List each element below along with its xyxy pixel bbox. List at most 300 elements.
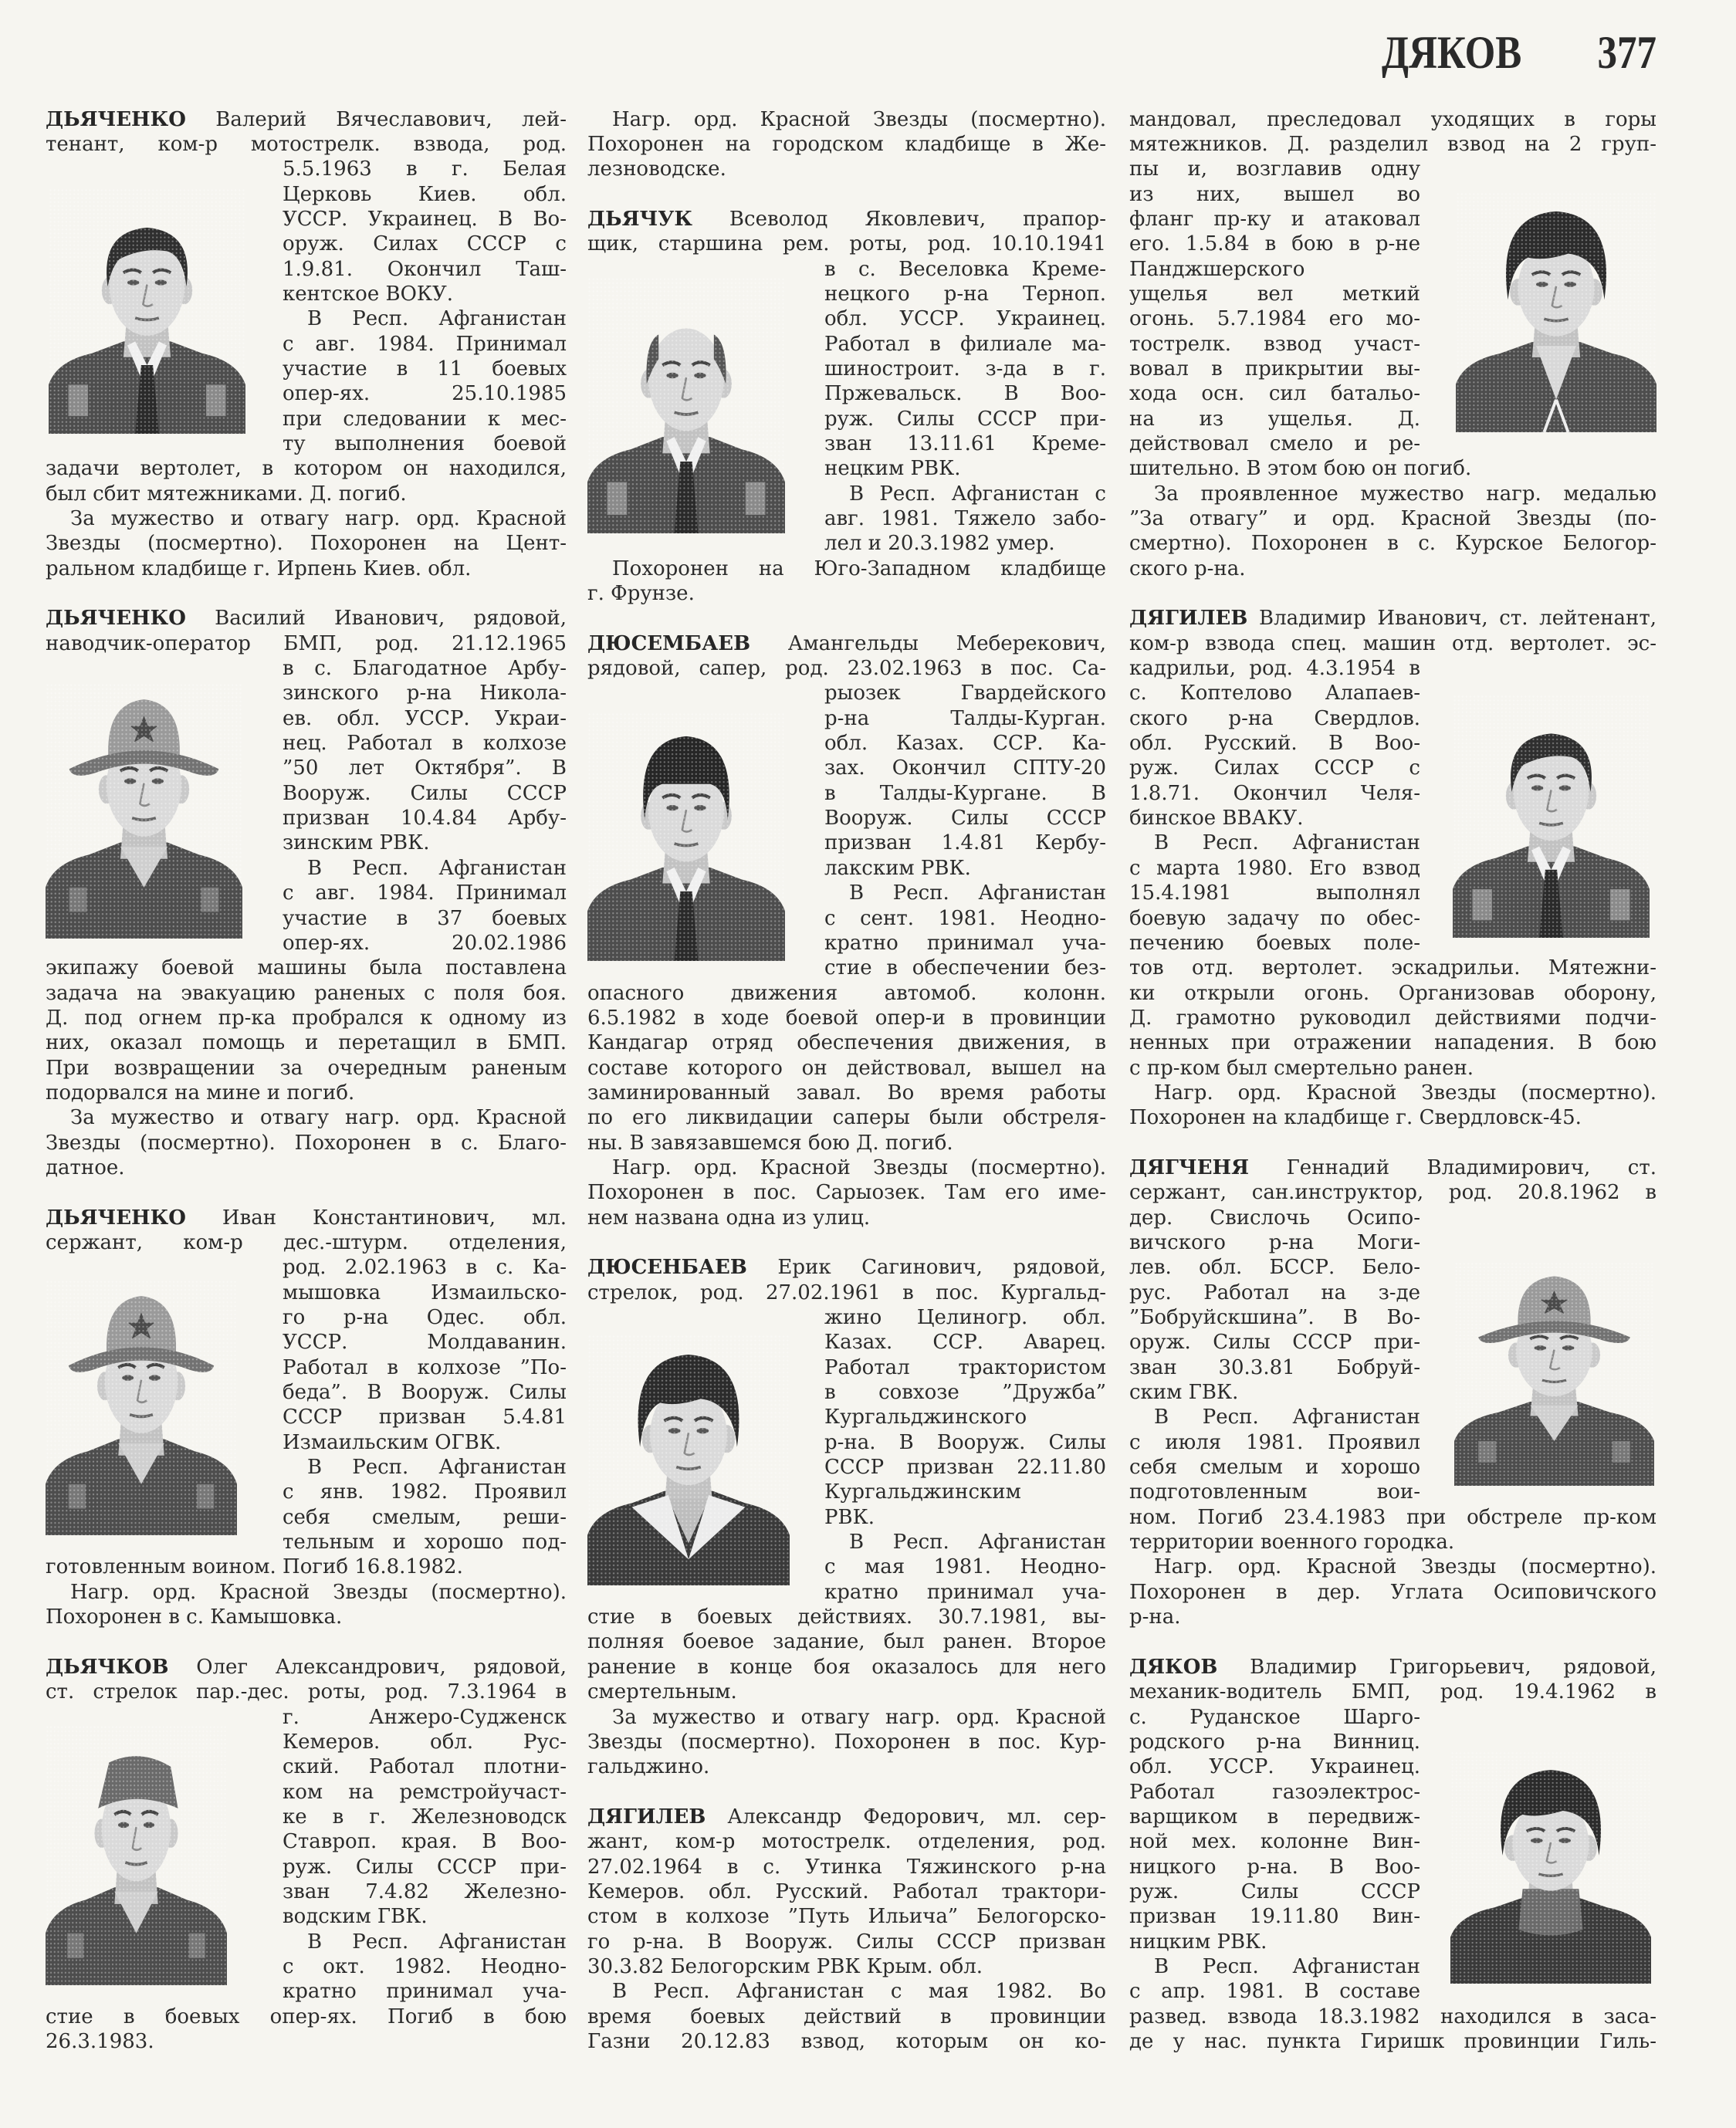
line-text: них, оказал помощь и перетащил в БМП. [46, 1031, 567, 1055]
entry-surname: ДЬЯЧЕНКО [46, 607, 186, 631]
line-text: бинское ВВАКУ. [1129, 807, 1304, 831]
text-line [587, 132, 1106, 157]
line-text: рыозек Гвардейского [824, 682, 1106, 705]
line-text: из них, вышел во [1129, 182, 1420, 206]
line-text: ны. В завязавшемся бою Д. погиб. [587, 1131, 953, 1155]
line-text: подорвался на мине и погиб. [46, 1081, 355, 1105]
text-line [283, 407, 567, 431]
text-line [1129, 482, 1656, 506]
line-text: огонь. 5.7.1984 его мо- [1129, 307, 1420, 331]
biography-entry [587, 1255, 1106, 1779]
text-line [1129, 431, 1420, 456]
text-line [1129, 282, 1420, 306]
line-text: вичского р-на Моги- [1129, 1230, 1420, 1254]
paragraph [587, 107, 1106, 182]
text-line [1129, 506, 1656, 531]
line-text: Всеволод Яковлевич, прапор- [729, 207, 1106, 231]
entry-surname: ДЯГЧЕНЯ [1129, 1155, 1250, 1179]
text-line [824, 431, 1106, 456]
line-text: Похоронен в пос. Сарыозек. Там его име- [587, 1181, 1106, 1205]
text-line [1129, 1330, 1420, 1355]
line-text: пы и, возглавив одну [1129, 157, 1420, 181]
line-text: зинского р-на Никола- [283, 682, 567, 705]
text-line [587, 1030, 1106, 1055]
line-text: Похоронен на кладбище г. Свердловск-45. [1129, 1106, 1582, 1130]
line-text: смертно). Похоронен в с. Курское Белогор- [1129, 532, 1656, 556]
line-text: обл. УССР. Украинец. [1129, 1755, 1420, 1779]
portrait-photo [587, 712, 785, 961]
text-line [824, 1505, 1106, 1530]
text-line [587, 1105, 1106, 1130]
line-text: в с. Веселовка Креме- [824, 257, 1106, 281]
text-line [283, 1930, 567, 1954]
page-number: 377 [1597, 27, 1656, 78]
paragraph [46, 506, 567, 581]
line-text: стрелок, род. 27.02.1961 в пос. Кургальд- [587, 1281, 1106, 1304]
line-text: тельным и хорошо под- [283, 1531, 567, 1555]
text-line [283, 1829, 567, 1854]
text-line [824, 1355, 1106, 1380]
line-text: Кургальджинского [824, 1406, 1027, 1429]
text-line [1129, 456, 1656, 481]
line-text: лакским РВК. [824, 856, 971, 880]
text-line [1129, 1230, 1420, 1255]
line-text: опер-ях. 20.02.1986 [283, 931, 567, 955]
portrait-photo [46, 1280, 237, 1535]
paragraph [46, 1105, 567, 1180]
text-line [1129, 681, 1420, 705]
text-line [1129, 1979, 1420, 2004]
text-line [1129, 1904, 1420, 1929]
text-line [1129, 831, 1420, 855]
line-text: стие в обеспечении без- [824, 956, 1106, 980]
line-text: механик-водитель БМП, род. 19.4.1962 в [1129, 1680, 1656, 1704]
text-line [824, 506, 1106, 531]
line-text: задача на эвакуацию раненых с поля боя. [46, 981, 567, 1005]
text-line [824, 781, 1106, 806]
text-line [1129, 1155, 1656, 1180]
line-text: задачи вертолет, в котором он находился, [46, 457, 567, 481]
line-text: нецкого р-на Терноп. [824, 282, 1106, 306]
line-text: ским ГВК. [1129, 1381, 1239, 1405]
text-line [1129, 1780, 1420, 1805]
text-line [587, 1155, 1106, 1180]
line-text: с окт. 1982. Неодно- [283, 1954, 567, 1978]
text-line [824, 706, 1106, 731]
line-text: ком на ремстройучаст- [283, 1780, 567, 1804]
text-line [587, 2029, 1106, 2054]
line-text: Кургальджинским [824, 1480, 1021, 1504]
line-text: с. Руданское Шарго- [1129, 1705, 1420, 1729]
line-text: р-на Талды-Курган. [824, 706, 1106, 730]
text-line [283, 1305, 567, 1330]
line-text: зван 13.11.61 Креме- [824, 431, 1106, 455]
line-text: на из ущелья. Д. [1129, 407, 1420, 431]
text-line [46, 1105, 567, 1130]
line-text: с. Коптелово Алапаев- [1129, 682, 1420, 705]
text-line [824, 1305, 1106, 1330]
line-text: кратно принимал уча- [824, 1580, 1106, 1604]
line-text: При возвращении за очередным раненым [46, 1056, 567, 1080]
biography-entry [46, 1655, 567, 2055]
text-line [824, 731, 1106, 756]
line-text: себя смелым и хорошо [1129, 1456, 1420, 1480]
line-text: призван 19.11.80 Вин- [1129, 1905, 1420, 1929]
text-line [283, 1355, 567, 1380]
line-text: руж. Силы СССР [1129, 1879, 1420, 1903]
line-text: призван 1.4.81 Кербу- [824, 831, 1106, 855]
line-text: рус. Работал на з-де [1129, 1281, 1420, 1304]
line-text: руж. Силы СССР при- [283, 1855, 567, 1879]
line-text: Д. грамотно руководил действиями подчи- [1129, 1006, 1656, 1030]
line-text: ского р-на. [1129, 557, 1246, 580]
text-line [1129, 881, 1420, 905]
line-text: В Респ. Афганистан [307, 1930, 567, 1954]
line-text: В Респ. Афганистан [1154, 1954, 1420, 1978]
text-line [283, 1430, 567, 1455]
text-line [1129, 606, 1656, 631]
line-text: печению боевых поле- [1129, 931, 1420, 955]
line-text: Нагр. орд. Красной Звезды (посмертно). [1154, 1081, 1656, 1105]
line-text: Д. под огнем пр-ка пробрался к одному из [46, 1006, 567, 1030]
text-line [1129, 1855, 1420, 1879]
text-line [587, 1979, 1106, 2004]
text-line [587, 1180, 1106, 1205]
line-text: Нагр. орд. Красной Звезды (посмертно). [612, 107, 1106, 131]
line-text: ”За отвагу” и орд. Красной Звезды (по- [1129, 507, 1656, 530]
paragraph [1129, 1081, 1656, 1131]
line-text: наводчик-оператор БМП, род. 21.12.1965 [46, 631, 567, 655]
text-line [587, 1629, 1106, 1654]
line-text: лел и 20.3.1982 умер. [824, 532, 1055, 556]
text-line [1129, 1030, 1656, 1055]
line-text: сержант, сан.инструктор, род. 20.8.1962 в [1129, 1181, 1656, 1205]
line-text: Валерий Вячеславович, лей- [215, 107, 567, 131]
text-line [824, 906, 1106, 931]
text-line [46, 1206, 567, 1230]
text-line [1129, 781, 1420, 806]
text-line [283, 731, 567, 756]
text-line [1129, 157, 1420, 181]
portrait-photo [587, 277, 785, 533]
text-line [824, 1555, 1106, 1579]
text-line [1129, 906, 1420, 931]
line-text: Нагр. орд. Красной Звезды (посмертно). [612, 1155, 1106, 1179]
text-line [1129, 981, 1656, 1006]
text-line [283, 1730, 567, 1754]
text-line [1129, 357, 1420, 381]
text-line [283, 1530, 567, 1555]
line-text: хода осн. сил батальо- [1129, 382, 1420, 406]
text-line [283, 1380, 567, 1405]
line-text: оруж. Силы СССР при- [1129, 1331, 1420, 1355]
line-text: был сбит мятежниками. Д. погиб. [46, 482, 407, 506]
line-text: родского р-на Винниц. [1129, 1730, 1420, 1754]
text-line [46, 1081, 567, 1105]
text-line [824, 1330, 1106, 1355]
text-line [1129, 631, 1656, 656]
line-text: Ерик Сагинович, рядовой, [777, 1256, 1106, 1280]
line-text: Владимир Иванович, ст. лейтенант, [1259, 607, 1656, 631]
text-line [283, 306, 567, 331]
text-line [283, 706, 567, 731]
line-text: ст. стрелок пар.-дес. роты, род. 7.3.1964 в [46, 1680, 567, 1704]
entry-surname: ДЬЯЧКОВ [46, 1655, 169, 1679]
text-line [46, 107, 567, 132]
text-line [1129, 1056, 1656, 1081]
text-line [283, 282, 567, 306]
line-text: В Респ. Афганистан с мая 1982. Во [612, 1980, 1106, 2004]
text-line [46, 1155, 567, 1180]
text-line [1129, 1405, 1420, 1429]
paragraph [587, 1979, 1106, 2054]
line-text: Пржевальск. В Воо- [824, 382, 1106, 406]
text-line [1129, 1680, 1656, 1704]
entry-surname: ДЮСЕНБАЕВ [587, 1256, 747, 1280]
text-line [283, 1904, 567, 1929]
text-line [1129, 1006, 1656, 1030]
portrait-photo [1453, 695, 1650, 938]
line-text: Ставроп. края. В Воо- [283, 1830, 567, 1854]
text-line [1129, 1730, 1420, 1754]
line-text: кратно принимал уча- [283, 1980, 567, 2004]
text-line [46, 531, 567, 556]
line-text: лев. обл. БССР. Бело- [1129, 1256, 1420, 1280]
line-text: ”50 лет Октября”. В [283, 756, 567, 780]
line-text: зинским РВК. [283, 831, 430, 855]
text-line [587, 2005, 1106, 2029]
line-text: р-на. [1129, 1605, 1181, 1629]
paragraph [587, 557, 1106, 607]
line-text: За мужество и отвагу нагр. орд. Красной [70, 507, 567, 530]
text-line [283, 1805, 567, 1829]
text-line [283, 1879, 567, 1904]
line-text: обл. УССР. Украинец. [824, 307, 1106, 331]
biography-entry [1129, 606, 1656, 1130]
text-line [824, 282, 1106, 306]
text-line [824, 1405, 1106, 1429]
line-text: нецким РВК. [824, 457, 961, 481]
line-text: шительно. В этом бою он погиб. [1129, 457, 1472, 481]
text-line [1129, 257, 1420, 282]
line-text: развед. взвода 18.3.1982 находился в заса- [1129, 2005, 1656, 2028]
text-line [1129, 656, 1420, 681]
text-line [587, 1056, 1106, 1081]
paragraph [587, 1155, 1106, 1230]
line-text: Панджшерского [1129, 257, 1305, 281]
text-line [587, 1879, 1106, 1904]
line-text: в Талды-Кургане. В [824, 781, 1106, 805]
line-text: нец. Работал в колхозе [283, 732, 567, 756]
line-text: стом в колхозе ”Путь Ильича” Белогорско- [587, 1905, 1106, 1929]
line-text: г. Фрунзе. [587, 582, 695, 606]
line-text: В Респ. Афганистан [1154, 1406, 1420, 1429]
text-line [824, 1530, 1106, 1555]
line-text: За мужество и отвагу нагр. орд. Красной [70, 1106, 567, 1130]
text-line [1129, 381, 1420, 406]
line-text: Казах. ССР. Аварец. [824, 1331, 1106, 1355]
line-text: ном. Погиб 23.4.1983 при обстреле пр-ком [1129, 1505, 1656, 1529]
text-line [46, 956, 567, 980]
line-text: За проявленное мужество нагр. медалью [1154, 482, 1656, 506]
text-line [1129, 1655, 1656, 1680]
line-text: В Респ. Афганистан с [849, 482, 1106, 506]
line-text: ев. обл. УССР. Украи- [283, 706, 567, 730]
text-line [46, 1605, 567, 1629]
line-text: с марта 1980. Его взвод [1129, 856, 1420, 880]
line-text: Похоронен в с. Камышовка. [46, 1605, 343, 1629]
text-line [283, 906, 567, 931]
line-text: с сент. 1981. Неодно- [824, 906, 1106, 930]
paragraph [46, 1580, 567, 1630]
portrait-photo [46, 683, 242, 939]
line-text: по его ликвидации саперы были обстреля- [587, 1106, 1106, 1130]
text-line [587, 1680, 1106, 1704]
text-line [1129, 207, 1420, 232]
line-text: участие в 11 боевых [283, 357, 567, 381]
portrait-photo [49, 188, 245, 434]
line-text: действовал смело и ре- [1129, 431, 1420, 455]
line-text: Звезды (посмертно). Похоронен в пос. Кур- [587, 1730, 1106, 1754]
line-text: оруж. Силах СССР с [283, 232, 567, 256]
text-line [283, 781, 567, 806]
line-text: мятежников. Д. разделил взвод на 2 груп- [1129, 132, 1656, 156]
text-line [1129, 756, 1420, 780]
text-line [46, 1131, 567, 1155]
line-text: За мужество и отвагу нагр. орд. Красной [612, 1705, 1106, 1729]
text-line [1129, 1879, 1420, 1904]
line-text: ке в г. Железноводск [283, 1805, 567, 1829]
portrait-photo [587, 1335, 790, 1585]
line-text: руж. Силах СССР с [1129, 756, 1420, 780]
text-line [283, 1780, 567, 1805]
text-line [46, 2029, 567, 2054]
line-text: Похоронен на Юго-Западном кладбище [612, 557, 1106, 580]
text-line [1129, 1605, 1656, 1629]
line-text: тенант, ком-р мотострелк. взвода, род. [46, 132, 567, 156]
line-text: ной мех. колонне Вин- [1129, 1830, 1420, 1854]
text-line [283, 1979, 567, 2004]
text-line [1129, 1930, 1420, 1954]
text-line [824, 1430, 1106, 1455]
biography-entry [587, 631, 1106, 1230]
text-line [587, 1281, 1106, 1305]
text-line [283, 681, 567, 705]
line-text: Работал газоэлектрос- [1129, 1780, 1420, 1804]
line-text: опасного движения автомоб. колонн. [587, 981, 1106, 1005]
line-text: 27.02.1964 в с. Утинка Тяжинского р-на [587, 1855, 1106, 1879]
text-line [587, 157, 1106, 181]
text-line [283, 1480, 567, 1504]
line-text: Звезды (посмертно). Похоронен в с. Благо- [46, 1131, 567, 1155]
text-line [1129, 306, 1420, 331]
text-line [283, 1455, 567, 1480]
line-text: Вооруж. Силы СССР [824, 807, 1106, 831]
line-text: СССР призван 5.4.81 [283, 1406, 567, 1429]
text-line [824, 306, 1106, 331]
text-line [283, 1855, 567, 1879]
text-line [1129, 1355, 1420, 1380]
text-line [46, 2005, 567, 2029]
line-text: тострелк. взвод участ- [1129, 332, 1420, 356]
text-line [824, 357, 1106, 381]
text-line [824, 681, 1106, 705]
text-line [283, 1754, 567, 1779]
text-line [1129, 1530, 1656, 1555]
text-line [283, 207, 567, 232]
text-line [587, 207, 1106, 232]
line-text: Работал в колхозе ”По- [283, 1355, 567, 1379]
line-text: ки открыли огонь. Организовав оборону, [1129, 981, 1656, 1005]
text-line [283, 332, 567, 357]
line-text: беда”. В Вооруж. Силы [283, 1381, 567, 1405]
line-text: себя смелым, реши- [283, 1505, 567, 1529]
text-line [1129, 1180, 1656, 1205]
text-line [283, 1705, 567, 1730]
line-text: 30.3.82 Белогорским РВК Крым. обл. [587, 1954, 983, 1978]
text-line [283, 1255, 567, 1280]
text-line [587, 1855, 1106, 1879]
line-text: ”Бобруйскшина”. В Во- [1129, 1306, 1420, 1329]
text-line [1129, 1380, 1420, 1405]
line-text: экипажу боевой машины была поставлена [46, 956, 567, 980]
line-text: жант, ком-р мотострелк. отделения, род. [587, 1830, 1106, 1854]
text-line [1129, 1430, 1420, 1455]
line-text: В Респ. Афганистан [307, 856, 567, 880]
line-text: готовленным воином. Погиб 16.8.1982. [46, 1555, 463, 1579]
text-line [283, 856, 567, 881]
text-line [1129, 806, 1420, 831]
biography-entry [587, 1805, 1106, 2054]
text-line [46, 456, 567, 481]
line-text: зах. Окончил СПТУ-20 [824, 756, 1106, 780]
line-text: Василий Иванович, рядовой, [215, 607, 567, 631]
text-line [1129, 1255, 1420, 1280]
line-text: де у нас. пункта Гиришк провинции Гиль- [1129, 2029, 1656, 2053]
line-text: смертельным. [587, 1680, 737, 1704]
text-line [1129, 107, 1656, 132]
line-text: в совхозе ”Дружба” [824, 1381, 1106, 1405]
text-line [824, 407, 1106, 431]
text-line [1129, 232, 1420, 256]
text-line [46, 1655, 567, 1680]
line-text: с янв. 1982. Проявил [283, 1480, 567, 1504]
text-line [1129, 731, 1420, 756]
biography-entry [46, 1206, 567, 1630]
text-line [1129, 2029, 1656, 2054]
biography-entry [587, 207, 1106, 607]
line-text: с апр. 1981. В составе [1129, 1980, 1420, 2004]
line-text: ницкого р-на. В Воо- [1129, 1855, 1420, 1879]
line-text: В Респ. Афганистан [307, 1456, 567, 1480]
biography-entry [1129, 1155, 1656, 1630]
text-line [587, 1805, 1106, 1829]
line-text: его. 1.5.84 в бою в р-не [1129, 232, 1420, 256]
text-line [1129, 706, 1420, 731]
line-text: Газни 20.12.83 взвод, которым он ко- [587, 2029, 1106, 2053]
text-line [283, 381, 567, 406]
line-text: обл. Русский. В Воо- [1129, 732, 1420, 756]
text-line [587, 981, 1106, 1006]
text-line [824, 1580, 1106, 1605]
line-text: варщиком в передвиж- [1129, 1805, 1420, 1829]
text-line [587, 107, 1106, 132]
line-text: жино Целиногр. обл. [824, 1306, 1106, 1329]
line-text: Кемеров. обл. Русский. Работал трактори- [587, 1879, 1106, 1903]
text-line [46, 981, 567, 1006]
line-text: нем названа одна из улиц. [587, 1206, 871, 1230]
text-line [824, 381, 1106, 406]
